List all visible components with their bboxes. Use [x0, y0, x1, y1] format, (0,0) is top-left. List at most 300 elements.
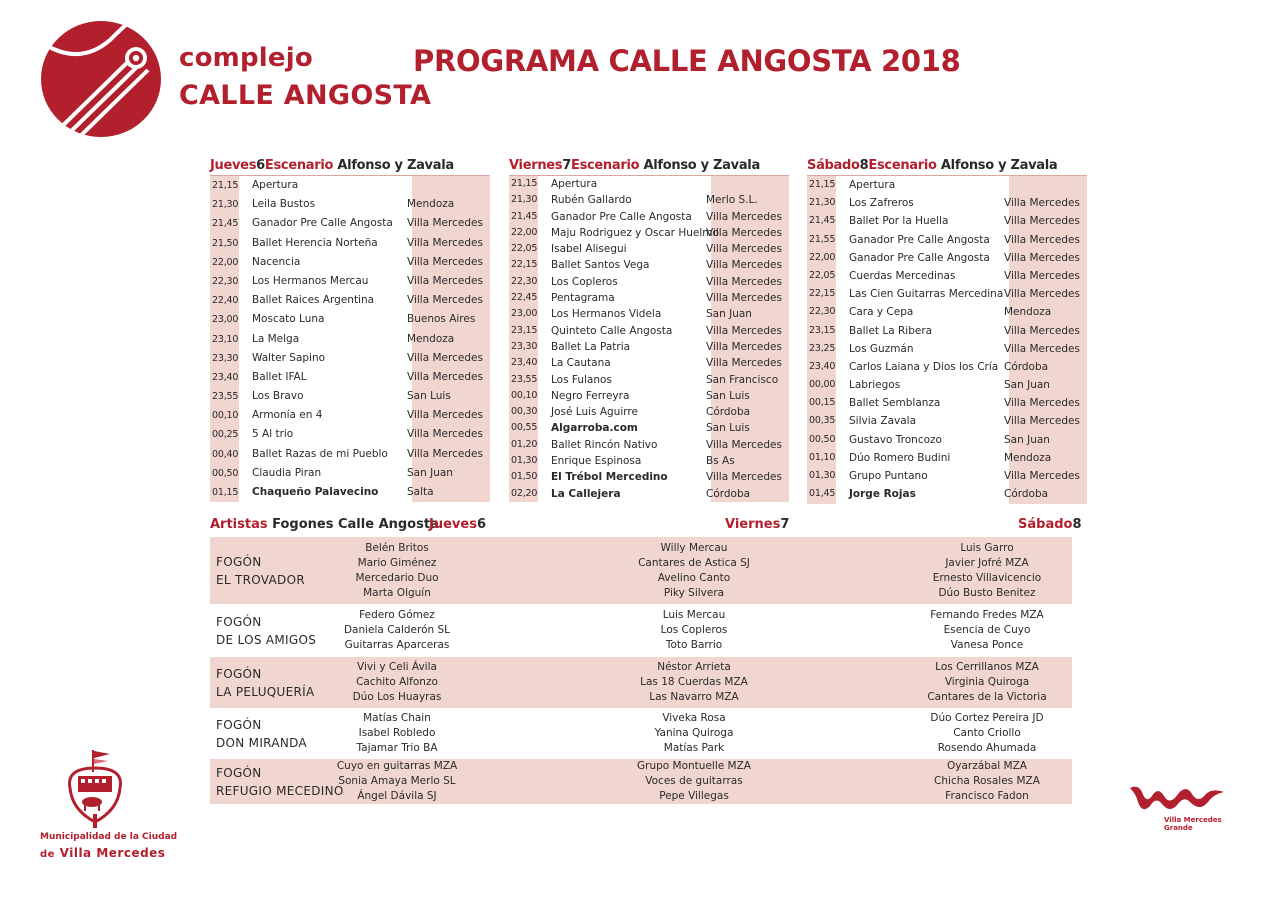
schedule-time: 01,45 [809, 488, 836, 500]
schedule-artist: Los Bravo [252, 390, 304, 403]
fogon-artists-sabado [892, 660, 1082, 705]
schedule-row [509, 192, 789, 208]
schedule-place: Mendoza [1004, 451, 1052, 464]
schedule-row [509, 437, 789, 453]
schedule-place: San Juan [1004, 433, 1050, 446]
schedule-time: 22,05 [809, 269, 836, 281]
schedule-row [210, 464, 490, 483]
schedule-row [210, 214, 490, 233]
schedule-row [509, 241, 789, 257]
schedule-row [210, 349, 490, 368]
schedule-artist: Maju Rodriguez y Oscar Huelmo [551, 226, 719, 239]
brand-line-2: CALLE ANGOSTA [179, 80, 432, 111]
schedule-time: 00,25 [212, 429, 239, 441]
schedule-day-header: Jueves6Escenario Alfonso y Zavala [210, 158, 454, 173]
fogon-artist: Avelino Canto [657, 571, 731, 584]
schedule-time: 22,30 [809, 306, 836, 318]
villa-mercedes-line-2: Grande [1164, 824, 1193, 832]
schedule-time: 21,45 [212, 218, 239, 230]
fogon-artists-jueves [302, 660, 492, 705]
schedule-time: 23,55 [511, 373, 538, 385]
schedule-row [509, 323, 789, 339]
schedule-table [210, 175, 490, 502]
schedule-row [210, 253, 490, 272]
fogon-artists-viernes [599, 541, 789, 601]
schedule-place: Villa Mercedes [407, 255, 483, 268]
schedule-row [509, 339, 789, 355]
schedule-row [509, 388, 789, 404]
schedule-row [210, 195, 490, 214]
schedule-place: Villa Mercedes [407, 294, 483, 307]
fogon-artist: Dúo Los Huayras [352, 691, 442, 703]
schedule-artist: Los Fulanos [551, 373, 612, 386]
fogon-artist: Luis Mercau [662, 609, 726, 621]
schedule-artist: Isabel Alisegui [551, 243, 627, 256]
schedule-row [807, 231, 1087, 249]
fogon-artist: Las 18 Cuerdas MZA [640, 676, 748, 688]
schedule-time: 22,15 [511, 259, 538, 271]
schedule-row [509, 290, 789, 306]
schedule-artist: Jorge Rojas [849, 488, 916, 501]
schedule-row [807, 322, 1087, 340]
schedule-time: 21,55 [809, 233, 836, 245]
schedule-artist: Algarroba.com [551, 422, 638, 435]
schedule-place: San Juan [407, 466, 453, 479]
fogon-artists-jueves [302, 608, 492, 653]
fogon-artist: Pepe Villegas [659, 790, 729, 802]
schedule-artist: Apertura [849, 179, 896, 191]
schedule-day-2 [807, 159, 1087, 503]
schedule-time: 21,45 [511, 210, 538, 222]
villa-mercedes-brand-icon [1128, 782, 1226, 816]
schedule-place: Villa Mercedes [1004, 233, 1080, 246]
schedule-row [210, 291, 490, 310]
schedule-artist: Ballet IFAL [252, 370, 307, 383]
schedule-artist: Ballet Herencia Norteña [252, 236, 378, 249]
schedule-row [509, 176, 789, 192]
schedule-place: San Luis [706, 389, 750, 402]
fogones-day-jueves: Jueves6 [429, 517, 486, 532]
schedule-artist: Silvia Zavala [849, 415, 917, 428]
schedule-row [509, 306, 789, 322]
fogon-artist: Canto Criollo [953, 727, 1021, 739]
fogon-artist: Daniela Calderón SL [343, 624, 451, 636]
schedule-row [210, 330, 490, 349]
schedule-time: 01,15 [212, 487, 239, 498]
schedule-time: 01,30 [809, 470, 836, 481]
schedule-artist: Los Zafreros [849, 197, 914, 210]
schedule-artist: Ballet Por la Huella [849, 215, 949, 228]
schedule-artist: La Cautana [551, 357, 611, 370]
schedule-time: 22,15 [809, 288, 836, 300]
schedule-time: 01,50 [511, 471, 538, 483]
schedule-place: Villa Mercedes [407, 274, 483, 287]
schedule-artist: Ganador Pre Calle Angosta [551, 210, 692, 223]
schedule-artist: Gustavo Troncozo [849, 433, 942, 446]
schedule-row [509, 274, 789, 290]
schedule-day-header: Sábado8Escenario Alfonso y Zavala [807, 158, 1058, 173]
fogon-artists-sabado [892, 759, 1082, 804]
schedule-artist: Ballet Rincón Nativo [551, 438, 658, 451]
schedule-time: 21,30 [809, 197, 836, 209]
schedule-place: San Francisco [706, 373, 779, 386]
fogon-artist: Esencia de Cuyo [943, 624, 1031, 636]
schedule-row [807, 340, 1087, 358]
fogon-artist: Cantares de la Victoria [927, 691, 1047, 703]
fogon-artists-viernes [599, 608, 789, 653]
schedule-time: 22,00 [511, 226, 538, 238]
fogon-artist: Ángel Dávila SJ [357, 790, 437, 802]
schedule-row [807, 267, 1087, 285]
schedule-place: Villa Mercedes [1004, 197, 1080, 210]
schedule-row [210, 483, 490, 502]
fogon-artist: Grupo Montuelle MZA [637, 760, 751, 772]
fogon-artist: Virginia Quiroga [944, 676, 1030, 688]
schedule-day-0 [210, 159, 490, 502]
schedule-artist: Ballet Raices Argentina [252, 294, 375, 307]
schedule-row [807, 303, 1087, 321]
schedule-row [509, 372, 789, 388]
schedule-time: 01,20 [511, 438, 538, 450]
schedule-day-header: Viernes7Escenario Alfonso y Zavala [509, 158, 760, 173]
schedule-row [807, 358, 1087, 376]
schedule-time: 22,00 [212, 256, 239, 268]
schedule-place: San Juan [1004, 379, 1050, 392]
fogon-artist: Vanesa Ponce [950, 639, 1024, 651]
fogones-header [210, 516, 439, 534]
schedule-row [210, 176, 490, 195]
schedule-place: Villa Mercedes [407, 447, 483, 460]
schedule-time: 23,30 [511, 340, 538, 352]
fogon-artist: Federo Gómez [359, 609, 435, 621]
schedule-table [509, 175, 789, 502]
schedule-place: Villa Mercedes [407, 217, 483, 230]
municipality-crest-icon [62, 748, 128, 828]
schedule-place: San Juan [706, 308, 752, 321]
schedule-place: Villa Mercedes [407, 409, 483, 422]
schedule-row [807, 394, 1087, 412]
fogon-artists-jueves [302, 759, 492, 804]
schedule-time: 22,30 [212, 275, 239, 287]
schedule-artist: Cuerdas Mercedinas [849, 269, 956, 282]
schedule-artist: Claudia Piran [252, 466, 322, 479]
schedule-place: Villa Mercedes [1004, 342, 1080, 355]
fogon-artist: Chicha Rosales MZA [934, 775, 1040, 787]
schedule-time: 23,00 [212, 314, 239, 326]
schedule-time: 21,30 [212, 199, 239, 211]
schedule-row [509, 209, 789, 225]
fogon-artist: Willy Mercau [660, 541, 728, 554]
calle-angosta-logo [40, 20, 162, 138]
schedule-row [509, 486, 789, 502]
schedule-time: 00,50 [809, 433, 836, 445]
schedule-row [807, 412, 1087, 430]
fogon-artist: Fernando Fredes MZA [930, 609, 1044, 621]
schedule-row [807, 176, 1087, 194]
schedule-artist: Ballet Santos Vega [551, 259, 650, 272]
schedule-artist: Enrique Espinosa [551, 455, 642, 468]
schedule-artist: Ganador Pre Calle Angosta [252, 217, 393, 230]
fogon-artist: Ernesto Villavicencio [932, 571, 1042, 584]
fogon-row [210, 759, 1072, 804]
fogon-artist: Los Cerrillanos MZA [935, 661, 1039, 673]
schedule-row [210, 310, 490, 329]
schedule-place: Villa Mercedes [706, 243, 782, 256]
fogon-artist: Dúo Cortez Pereira JD [930, 712, 1044, 724]
schedule-place: Villa Mercedes [407, 428, 483, 441]
schedule-artist: Grupo Puntano [849, 470, 928, 482]
schedule-row [210, 272, 490, 291]
schedule-row [509, 453, 789, 469]
fogon-artist: Mercedario Duo [355, 571, 439, 584]
schedule-time: 23,10 [212, 333, 239, 345]
schedule-artist: Ganador Pre Calle Angosta [849, 233, 990, 246]
fogon-artist: Yanina Quiroga [654, 727, 734, 739]
schedule-artist: Los Hermanos Mercau [252, 274, 369, 287]
schedule-place: Merlo S.L. [706, 194, 758, 207]
schedule-place: Villa Mercedes [706, 438, 782, 451]
schedule-time: 23,55 [212, 391, 239, 403]
schedule-artist: Walter Sapino [252, 351, 326, 364]
schedule-time: 23,30 [212, 352, 239, 364]
schedule-place: Villa Mercedes [706, 210, 782, 223]
schedule-place: Villa Mercedes [706, 259, 782, 272]
brand-line-1: complejo [179, 43, 313, 73]
fogon-row [210, 657, 1072, 708]
fogon-artists-jueves [302, 711, 492, 756]
schedule-artist: Leila Bustos [252, 198, 316, 211]
schedule-time: 23,00 [511, 308, 538, 320]
schedule-time: 21,15 [212, 180, 239, 191]
schedule-row [210, 406, 490, 425]
fogon-artist: Toto Barrio [665, 639, 723, 651]
schedule-artist: Cara y Cepa [849, 306, 914, 319]
schedule-artist: Ballet La Patria [551, 340, 631, 353]
schedule-row [509, 404, 789, 420]
schedule-row [807, 376, 1087, 394]
schedule-artist: Los Hermanos Videla [551, 308, 662, 321]
schedule-time: 23,40 [212, 371, 239, 383]
fogon-row [210, 708, 1072, 759]
schedule-time: 00,50 [212, 467, 239, 479]
fogon-artists-jueves [302, 541, 492, 601]
fogon-row [210, 604, 1072, 657]
schedule-time: 23,40 [511, 357, 538, 369]
schedule-time: 01,30 [511, 455, 538, 467]
schedule-place: Villa Mercedes [706, 324, 782, 337]
fogon-artists-sabado [892, 608, 1082, 653]
schedule-time: 21,45 [809, 215, 836, 227]
schedule-time: 22,30 [511, 275, 538, 287]
schedule-place: Bs As [706, 455, 735, 468]
fogon-artist: Tajamar Trio BA [356, 742, 438, 754]
schedule-row [210, 234, 490, 253]
fogon-artist: Guitarras Aparceras [344, 639, 450, 651]
schedule-time: 00,35 [809, 415, 836, 427]
schedule-artist: La Callejera [551, 487, 621, 500]
municipality-line-2: de Villa Mercedes [40, 846, 166, 860]
fogon-artist: Matías Chain [363, 712, 431, 724]
fogon-artist: Viveka Rosa [662, 712, 726, 724]
schedule-artist: Nacencia [252, 255, 301, 268]
schedule-artist: Pentagrama [551, 292, 615, 305]
municipality-line-1: Municipalidad de la Ciudad [40, 832, 178, 842]
schedule-place: Villa Mercedes [706, 340, 782, 353]
schedule-artist: Chaqueño Palavecino [252, 486, 379, 498]
schedule-row [807, 485, 1087, 503]
fogon-artist: Cantares de Astica SJ [638, 556, 750, 569]
schedule-place: Villa Mercedes [706, 275, 782, 288]
schedule-time: 00,00 [809, 379, 836, 391]
schedule-artist: Apertura [252, 179, 299, 191]
schedule-place: Villa Mercedes [706, 471, 782, 484]
schedule-row [210, 445, 490, 464]
schedule-time: 00,30 [511, 406, 538, 418]
schedule-time: 23,25 [809, 342, 836, 354]
schedule-time: 00,10 [212, 410, 239, 422]
schedule-place: Villa Mercedes [1004, 324, 1080, 337]
fogon-artist: Cuyo en guitarras MZA [336, 760, 458, 772]
fogon-artist: Vivi y Celi Ávila [357, 661, 437, 673]
schedule-artist: Las Cien Guitarras Mercedina [849, 288, 1004, 301]
fogones-header-artistas: Artistas [210, 517, 268, 532]
schedule-artist: La Melga [252, 332, 300, 345]
schedule-place: Mendoza [407, 332, 455, 345]
fogones-day-viernes: Viernes7 [725, 517, 790, 532]
schedule-place: Villa Mercedes [1004, 397, 1080, 410]
schedule-place: Córdoba [1004, 360, 1049, 373]
schedule-row [807, 449, 1087, 467]
schedule-place: Villa Mercedes [706, 357, 782, 370]
schedule-row [807, 194, 1087, 212]
fogon-artist: Las Navarro MZA [649, 691, 739, 703]
schedule-time: 00,15 [809, 397, 836, 409]
schedule-place: San Luis [706, 422, 750, 435]
schedule-artist: José Luis Aguirre [551, 406, 638, 419]
fogon-artist: Luis Garro [960, 541, 1014, 554]
fogon-name: FOGÓN DON MIRANDA [216, 717, 307, 750]
fogones-header-title: Fogones Calle Angosta [272, 517, 439, 532]
schedule-place: Salta [407, 486, 434, 498]
schedule-artist: Carlos Laiana y Dios los Cría [849, 360, 999, 373]
schedule-day-1 [509, 159, 789, 502]
schedule-row [807, 212, 1087, 230]
schedule-artist: Dúo Romero Budini [849, 451, 951, 464]
fogon-artists-sabado [892, 541, 1082, 601]
schedule-row [509, 225, 789, 241]
schedule-artist: Ballet La Ribera [849, 324, 933, 337]
schedule-row [210, 368, 490, 387]
schedule-artist: Los Guzmán [849, 342, 914, 355]
schedule-time: 00,10 [511, 389, 538, 401]
schedule-place: Mendoza [1004, 306, 1052, 319]
schedule-time: 00,55 [511, 422, 538, 434]
fogon-artist: Cachito Alfonzo [356, 676, 438, 688]
schedule-place: Villa Mercedes [1004, 288, 1080, 301]
fogon-artist: Néstor Arrieta [657, 661, 731, 673]
schedule-time: 23,15 [511, 324, 538, 336]
fogon-name: FOGÓN LA PELUQUERÍA [216, 666, 315, 699]
schedule-time: 22,00 [809, 251, 836, 263]
schedule-artist: Ballet Razas de mi Pueblo [252, 447, 388, 460]
schedule-row [509, 420, 789, 436]
fogon-artist: Belén Britos [365, 541, 429, 554]
schedule-place: Villa Mercedes [1004, 415, 1080, 428]
page-title: PROGRAMA CALLE ANGOSTA 2018 [413, 44, 961, 78]
schedule-artist: 5 Al trio [252, 428, 294, 441]
fogon-artists-viernes [599, 660, 789, 705]
schedule-artist: Apertura [551, 178, 598, 190]
fogon-artist: Matías Park [663, 742, 725, 754]
schedule-place: Villa Mercedes [1004, 251, 1080, 264]
schedule-time: 00,40 [212, 448, 239, 460]
schedule-row [807, 285, 1087, 303]
fogon-artist: Rosendo Ahumada [937, 742, 1037, 754]
schedule-time: 21,30 [511, 194, 538, 206]
schedule-artist: Ganador Pre Calle Angosta [849, 251, 990, 264]
schedule-place: Buenos Aires [407, 313, 476, 326]
schedule-time: 23,15 [809, 324, 836, 336]
fogon-artist: Francisco Fadon [945, 790, 1029, 802]
schedule-time: 21,15 [511, 178, 538, 189]
schedule-place: Mendoza [407, 198, 455, 211]
villa-mercedes-line-1: Villa Mercedes [1164, 816, 1222, 824]
schedule-artist: Quinteto Calle Angosta [551, 324, 673, 337]
fogon-artists-sabado [892, 711, 1082, 756]
schedule-place: Córdoba [706, 487, 751, 500]
schedule-place: Córdoba [706, 406, 751, 419]
schedule-table [807, 175, 1087, 503]
fogon-artists-viernes [599, 711, 789, 756]
schedule-time: 02,20 [511, 487, 538, 499]
schedule-place: Villa Mercedes [407, 370, 483, 383]
schedule-row [807, 249, 1087, 267]
schedule-time: 21,50 [212, 237, 239, 249]
fogon-artist: Isabel Robledo [358, 727, 436, 739]
schedule-row [210, 387, 490, 406]
fogon-row [210, 537, 1072, 604]
fogon-artist: Oyarzábal MZA [947, 760, 1027, 772]
schedule-row [509, 469, 789, 485]
schedule-time: 22,05 [511, 243, 538, 255]
schedule-place: Villa Mercedes [706, 226, 782, 239]
schedule-row [210, 425, 490, 444]
schedule-row [807, 467, 1087, 485]
schedule-row [509, 257, 789, 273]
fogones-day-sabado: Sábado8 [1018, 517, 1082, 532]
schedule-artist: Labriegos [849, 379, 901, 392]
fogon-artist: Dúo Busto Benitez [938, 586, 1036, 599]
schedule-place: Córdoba [1004, 488, 1049, 501]
schedule-artist: Moscato Luna [252, 313, 325, 326]
fogon-artist: Javier Jofré MZA [945, 556, 1029, 569]
fogon-artists-viernes [599, 759, 789, 804]
fogon-artist: Piky Silvera [663, 586, 725, 599]
schedule-row [807, 431, 1087, 449]
schedule-artist: Negro Ferreyra [551, 389, 630, 402]
schedule-time: 22,40 [212, 295, 239, 307]
fogon-artist: Mario Giménez [357, 556, 437, 569]
schedule-artist: El Trébol Mercedino [551, 471, 668, 484]
schedule-artist: Ballet Semblanza [849, 397, 941, 410]
schedule-row [509, 355, 789, 371]
schedule-place: Villa Mercedes [1004, 215, 1080, 228]
schedule-place: Villa Mercedes [407, 351, 483, 364]
schedule-artist: Rubén Gallardo [551, 194, 632, 207]
fogon-name: FOGÓN EL TROVADOR [216, 554, 305, 587]
fogon-artist: Los Copleros [660, 624, 728, 636]
schedule-place: Villa Mercedes [1004, 269, 1080, 282]
